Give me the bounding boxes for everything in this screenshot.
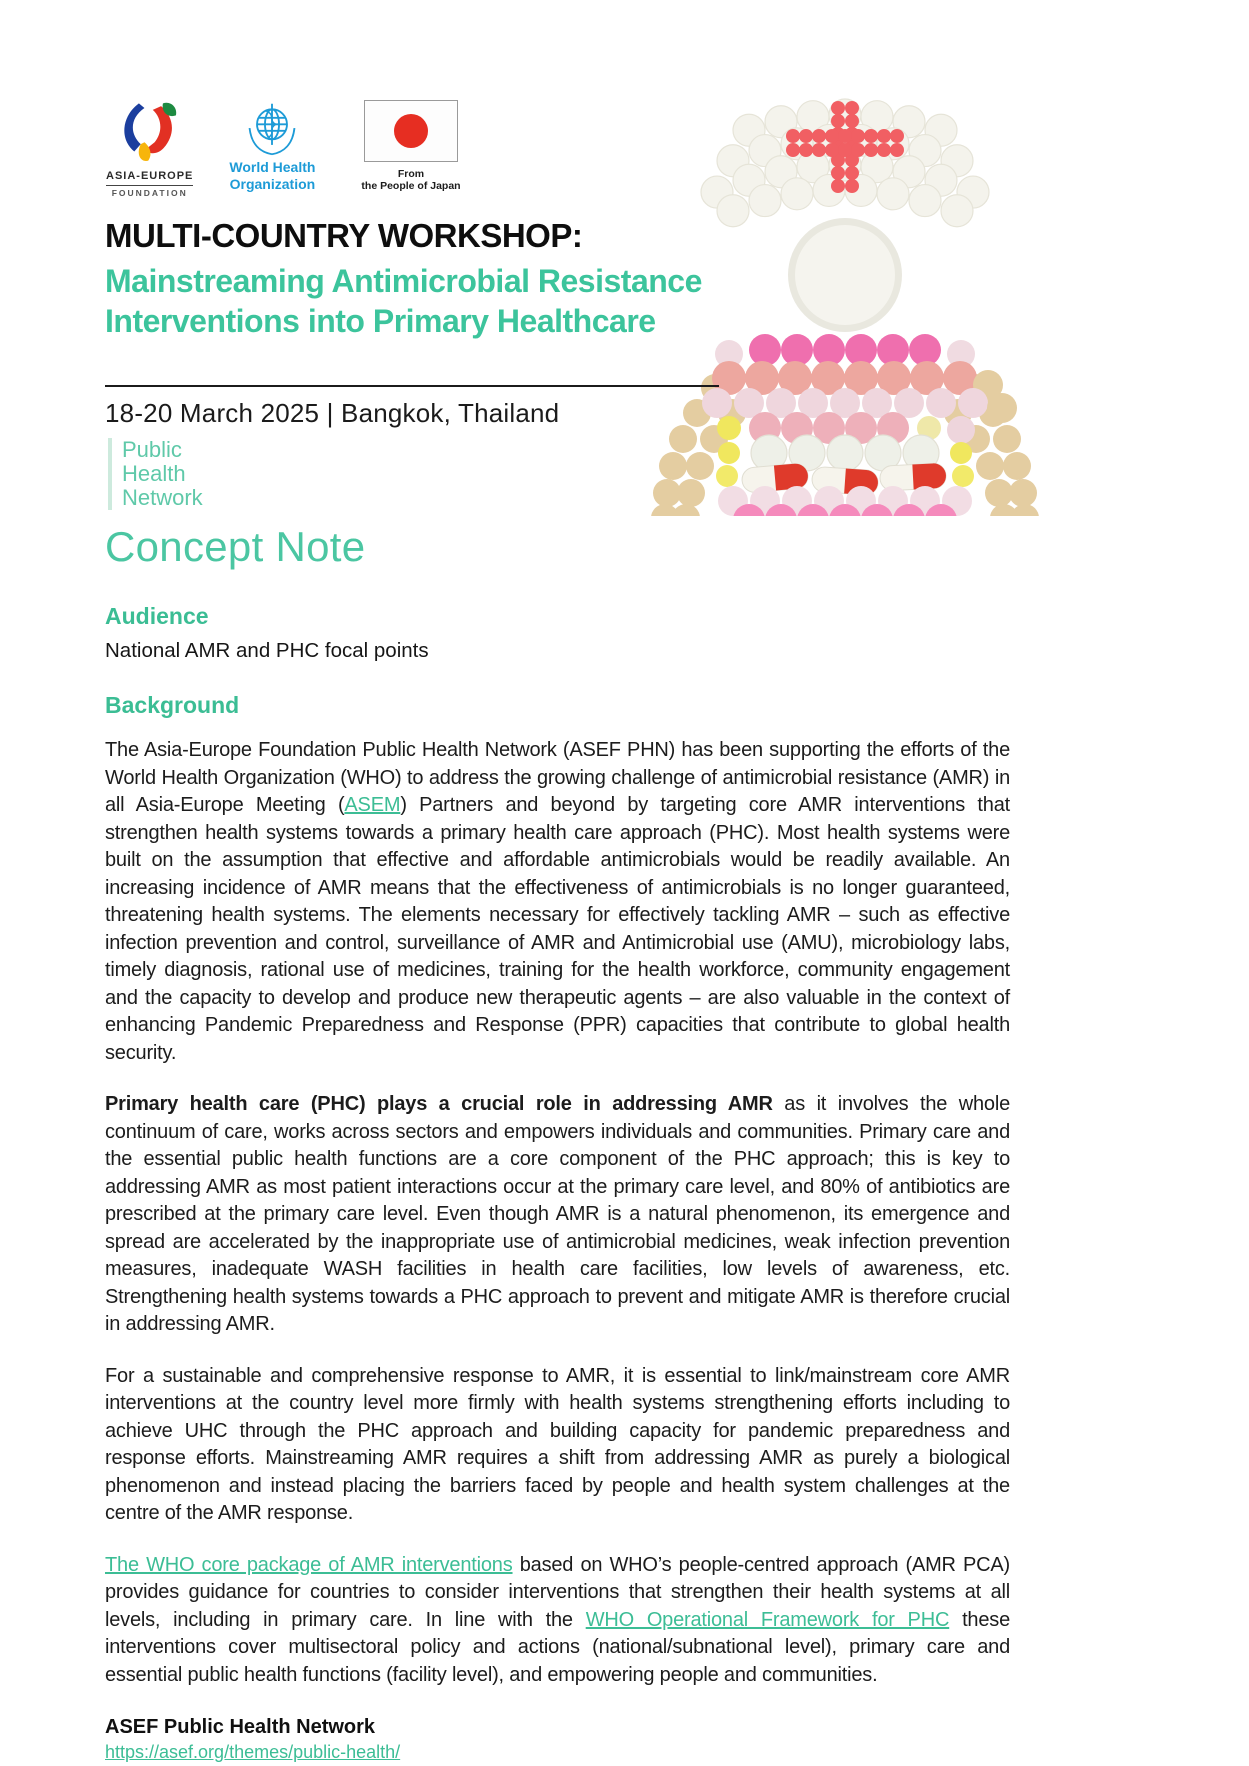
audience-text: National AMR and PHC focal points: [105, 639, 429, 662]
phn-logo-line1: Public: [122, 437, 182, 462]
japan-logo-line2: the People of Japan: [361, 180, 461, 192]
asef-logo-icon: [113, 100, 187, 166]
text-run: ) Partners and beyond by targeting core AMR interventions that strengthen health systems towards a primary health care approach (PHC). Most health systems were built on the assumption that effective and affordable antimicrobials would be readily available. An increasing incidence of AMR means that the effectiveness of antimicrobials is no longer guaranteed, threatening health systems. The elements necessary for effectively tackling AMR – such as effective infection prevention and control, surveillance of AMR and Antimicrobial use (AMU), microbiology labs, timely diagnosis, rational use of medicines, training for the health workforce, community engagement and the capacity to develop and produce new therapeutic agents – are also valuable in the context of enhancing Pandemic Preparedness and Response (PPR) capacities that contribute to global health security.: [105, 794, 1010, 1064]
text-run: For a sustainable and comprehensive response to AMR, it is essential to link/mainstream core AMR interventions at the country level more firmly with health systems strengthening efforts including to achieve UHC through the PHC approach and building capacity for pandemic preparedness and response efforts. Mainstreaming AMR requires a shift from addressing AMR as purely a biological phenomenon and instead placing the barriers faced by people and health system challenges at the centre of the AMR response.: [105, 1364, 1010, 1524]
who-logo-line1: World Health: [229, 159, 316, 175]
workshop-subtitle-line2: Interventions into Primary Healthcare: [105, 303, 656, 339]
footer-title: ASEF Public Health Network: [105, 1716, 376, 1738]
background-paragraphs: [105, 737, 1010, 1689]
text-run: based on WHO’s people-centred approach (AMR PCA) provides guidance for countries to consider interventions that strengthen their health systems at all levels, including in primary care. In line with the: [105, 1553, 1010, 1631]
concept-note-title: Concept Note: [105, 523, 366, 570]
public-health-network-logo: [108, 438, 203, 510]
asef-foundation-logo: [106, 100, 193, 198]
inline-link[interactable]: WHO Operational Framework for PHC: [585, 1608, 950, 1631]
japan-flag-icon: [364, 100, 458, 162]
japan-donor-logo: [361, 100, 460, 192]
text-run: as it involves the whole continuum of care, works across sectors and empowers individuals and communities. Primary care and the essential public health functions are a core component of the PHC approach; this is key to addressing AMR as most patient interactions occur at the primary care level, and 80% of antibiotics are prescribed at the primary care level. Even though AMR is a natural phenomenon, its emergence and spread are accelerated by the inappropriate use of antimicrobial medicines, weak infection prevention measures, inadequate WASH facilities in health care facilities, low levels of awareness, etc. Strengthening health systems towards a PHC approach to prevent and mitigate AMR is therefore crucial in addressing AMR.: [105, 1093, 1010, 1335]
body-paragraph: [105, 1363, 1010, 1528]
body-paragraph: [105, 1091, 1010, 1339]
japan-logo-line1: From: [397, 168, 425, 180]
asef-logo-line2: FOUNDATION: [111, 188, 188, 198]
background-heading: Background: [105, 692, 240, 718]
workshop-title: MULTI-COUNTRY WORKSHOP:: [105, 217, 583, 254]
inline-link[interactable]: The WHO core package of AMR interventions: [105, 1553, 513, 1576]
inline-link[interactable]: ASEM: [344, 794, 401, 816]
text-run: The Asia-Europe Foundation Public Health Network (ASEF PHN) has been supporting the efforts of the World Health Organization (WHO) to address the growing challenge of antimicrobial resistance (AMR) in all Asia-Europe Meeting (: [105, 739, 1010, 816]
page-footer: [105, 1715, 1010, 1763]
body-paragraph: [105, 737, 1010, 1067]
document-body: [105, 524, 1010, 1763]
event-date-location: 18-20 March 2025 | Bangkok, Thailand: [105, 398, 560, 428]
who-logo-line2: Organization: [229, 176, 316, 192]
workshop-subtitle-line1: Mainstreaming Antimicrobial Resistance: [105, 263, 702, 299]
text-run: these interventions cover multisectoral policy and actions (national/subnational level), primary care and essential public health functions (facility level), and empowering people and communities.: [105, 1608, 1010, 1686]
logo-row: [106, 100, 461, 198]
who-logo: [217, 100, 327, 192]
who-logo-icon: [242, 100, 302, 158]
title-divider: [105, 385, 719, 387]
asef-logo-line1: ASIA-EUROPE: [106, 168, 193, 186]
body-paragraph: [105, 1552, 1010, 1690]
footer-link[interactable]: https://asef.org/themes/public-health/: [105, 1742, 401, 1762]
phn-logo-line3: Network: [122, 485, 203, 510]
audience-heading: Audience: [105, 603, 209, 629]
bold-text: Primary health care (PHC) plays a crucial role in addressing AMR: [105, 1093, 773, 1115]
title-block: [105, 216, 745, 341]
phn-logo-line2: Health: [122, 461, 186, 486]
